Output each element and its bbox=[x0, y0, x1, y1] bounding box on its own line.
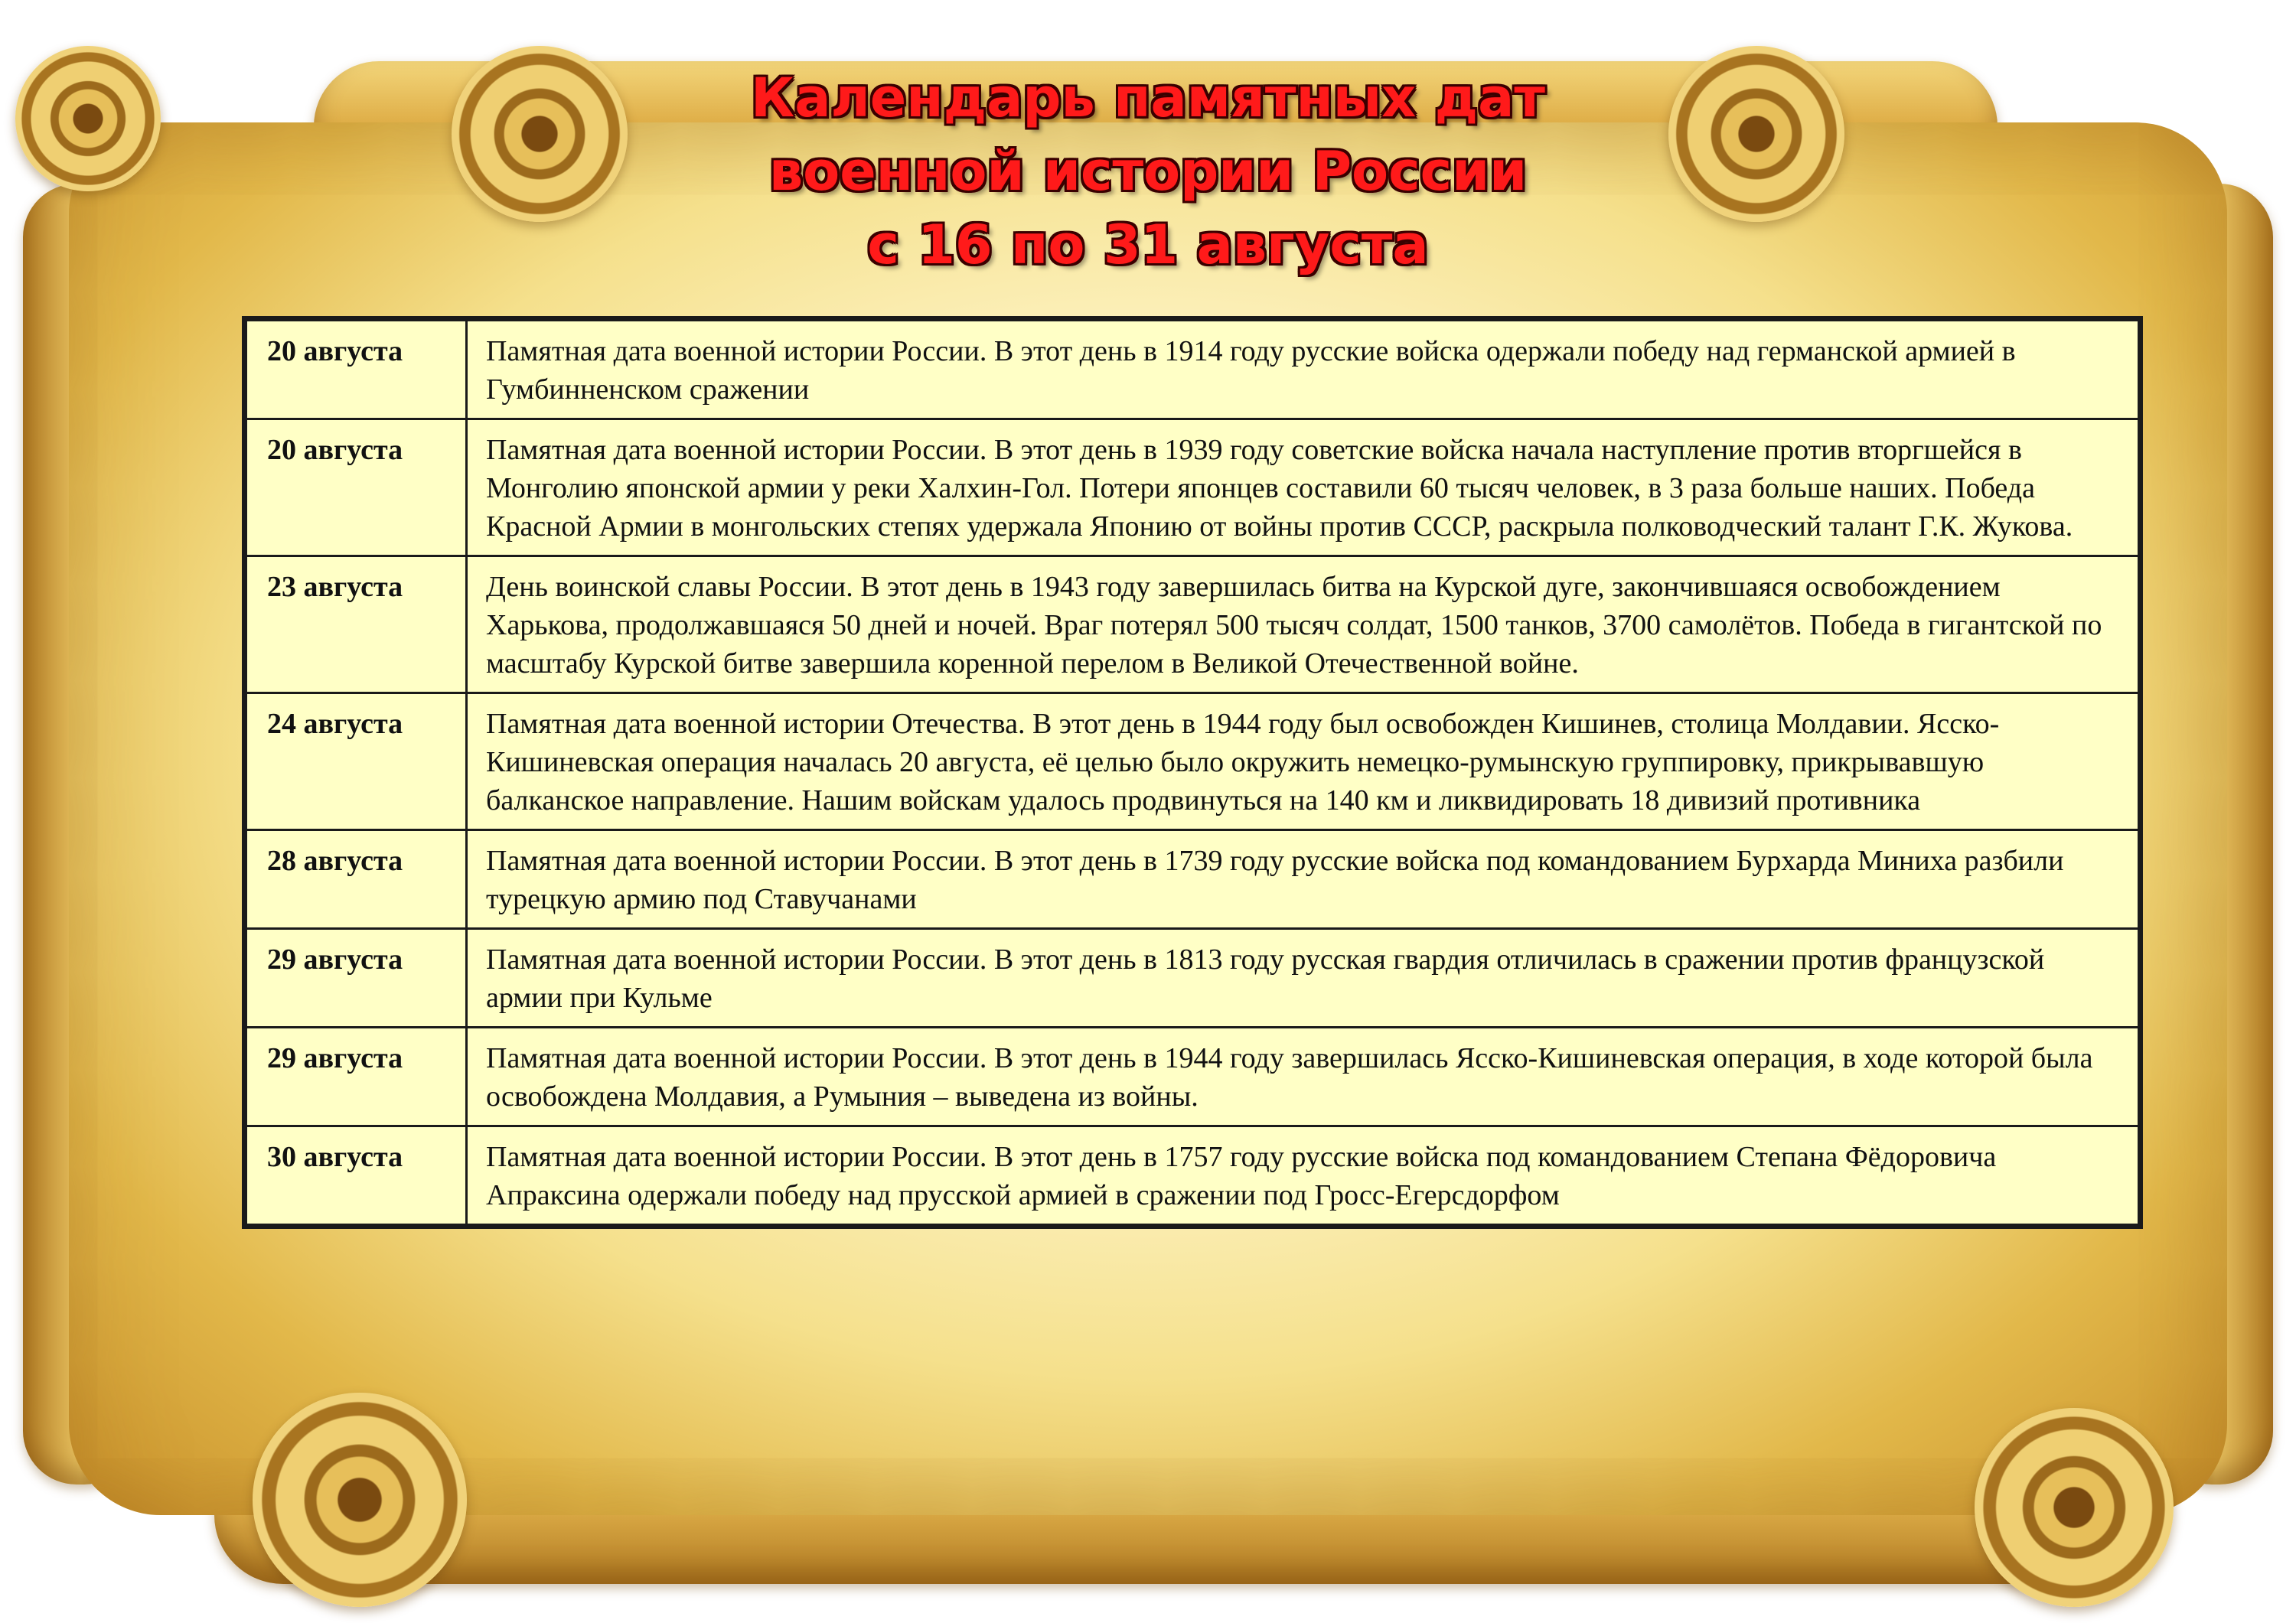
event-cell: Памятная дата военной истории Отечества. В этот день в 1944 году был освобожден Кишинев, столица Молдавии. Ясско-Кишиневская операция началась 20 августа, её целью было окружить немецко-румынскую группировку, прикрывавшую балканское направление. Нашим войскам удалось продвинуться на 140 км и ликвидировать 18 дивизий противника bbox=[467, 693, 2139, 830]
event-cell: Памятная дата военной истории России. В этот день в 1739 году русские войска под командованием Бурхарда Миниха разбили турецкую армию под Ставучанами bbox=[467, 830, 2139, 929]
event-cell: Памятная дата военной истории России. В этот день в 1944 году завершилась Ясско-Кишиневская операция, в ходе которой была освобождена Молдавия, а Румыния – выведена из войны. bbox=[467, 1028, 2139, 1126]
calendar-table-container bbox=[242, 316, 2143, 1229]
table-row bbox=[246, 419, 2139, 556]
event-cell: Памятная дата военной истории России. В этот день в 1757 году русские войска под командованием Степана Фёдоровича Апраксина одержали победу над прусской армией в сражении под Гросс-Егерсдорфом bbox=[467, 1126, 2139, 1225]
calendar-table bbox=[245, 319, 2140, 1226]
event-cell: Памятная дата военной истории России. В этот день в 1914 году русские войска одержали победу над германской армией в Гумбинненском сражении bbox=[467, 321, 2139, 419]
date-cell: 24 августа bbox=[246, 693, 467, 830]
date-cell: 20 августа bbox=[246, 321, 467, 419]
page-title-line-2: военной истории России bbox=[768, 140, 1528, 203]
table-row bbox=[246, 321, 2139, 419]
table-row bbox=[246, 556, 2139, 693]
table-row bbox=[246, 1028, 2139, 1126]
date-cell: 29 августа bbox=[246, 1028, 467, 1126]
table-row bbox=[246, 830, 2139, 929]
date-cell: 30 августа bbox=[246, 1126, 467, 1225]
date-cell: 28 августа bbox=[246, 830, 467, 929]
scroll-curl-bottom-left bbox=[253, 1393, 467, 1607]
table-row bbox=[246, 693, 2139, 830]
event-cell: День воинской славы России. В этот день в 1943 году завершилась битва на Курской дуге, закончившаяся освобождением Харькова, продолжавшаяся 50 дней и ночей. Враг потерял 500 тысяч солдат, 1500 танков, 3700 самолётов. Победа в гигантской по масштабу Курской битве завершила коренной перелом в Великой Отечественной войне. bbox=[467, 556, 2139, 693]
page-title-line-1: Календарь памятных дат bbox=[751, 67, 1545, 129]
page-title-line-3: с 16 по 31 августа bbox=[867, 213, 1429, 276]
scroll-curl-corner-left bbox=[15, 46, 161, 191]
page-title bbox=[536, 61, 1760, 282]
date-cell: 20 августа bbox=[246, 419, 467, 556]
scroll-curl-bottom-right bbox=[1975, 1408, 2174, 1607]
date-cell: 29 августа bbox=[246, 929, 467, 1028]
event-cell: Памятная дата военной истории России. В этот день в 1939 году советские войска начала наступление против вторгшейся в Монголию японской армии у реки Халхин-Гол. Потери японцев составили 60 тысяч человек, в 3 раза больше наших. Победа Красной Армии в монгольских степях удержала Японию от войны против СССР, раскрыла полководческий талант Г.К. Жукова. bbox=[467, 419, 2139, 556]
event-cell: Памятная дата военной истории России. В этот день в 1813 году русская гвардия отличилась в сражении против французской армии при Кульме bbox=[467, 929, 2139, 1028]
table-row bbox=[246, 1126, 2139, 1225]
table-row bbox=[246, 929, 2139, 1028]
date-cell: 23 августа bbox=[246, 556, 467, 693]
